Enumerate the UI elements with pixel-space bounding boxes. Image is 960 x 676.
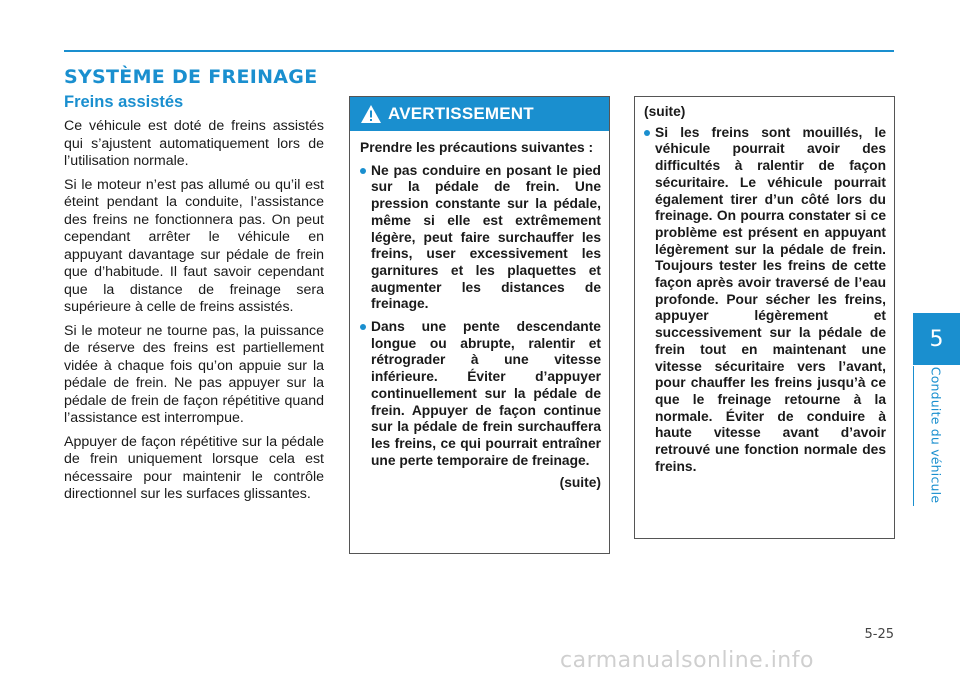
continuation-bullet bbox=[644, 125, 886, 476]
continuation-box bbox=[634, 96, 895, 539]
chapter-label: Conduite du véhicule bbox=[928, 366, 944, 504]
subheading: Freins assistés bbox=[64, 93, 184, 111]
warning-suite: (suite) bbox=[559, 475, 601, 491]
warning-bullet bbox=[360, 319, 601, 469]
warning-bullet-text: Dans une pente descendante longue ou abrupte, ralentir et rétrograder à une vitesse inférieure. Éviter d’appuyer continuellement sur la pédale de frein. Appuyer de façon continue sur la pédale de frein surchauffera les freins, ce qui pourrait entraîner une perte temporaire de freinage. bbox=[371, 319, 601, 468]
warning-body bbox=[350, 131, 609, 492]
warning-box bbox=[349, 96, 610, 554]
bullet-dot-icon bbox=[360, 324, 366, 330]
warning-label: AVERTISSEMENT bbox=[388, 104, 534, 123]
body-paragraph: Appuyer de façon répétitive sur la pédale de frein uniquement lorsque cela est nécessaire pour maintenir le contrôle directionnel sur les surfaces glissantes. bbox=[64, 433, 324, 502]
side-divider bbox=[913, 366, 914, 506]
body-paragraph: Si le moteur ne tourne pas, la puissance de réserve des freins est partiellement vidée à chaque fois qu’on appuie sur la pédale de frein. Ne pas appuyer sur la pédale de frein de façon répétitive quand l’assistance est interrompue. bbox=[64, 322, 324, 426]
body-text-column bbox=[64, 118, 324, 510]
top-rule bbox=[64, 50, 894, 52]
section-title: SYSTÈME DE FREINAGE bbox=[64, 66, 318, 88]
page-number: 5-25 bbox=[864, 627, 894, 642]
continuation-bullet-text: Si les freins sont mouillés, le véhicule pourrait avoir des difficultés à ralentir de façon sécuritaire. Le véhicule pourrait également tirer d’un côté lors du freinage. On pourra constater si ce problème est présent en appuyant légèrement sur la pédale de frein. Toujours tester les freins de cette façon après avoir traversé de l’eau profonde. Pour sécher les freins, appuyer légèrement et successivement sur la pédale de frein tout en maintenant une vitesse sécuritaire vers l’avant, pour chauffer les freins jusqu’à ce que le freinage retourne à la normale. Éviter de conduire à haute vitesse avant d’avoir retrouvé une fonction normale des freins. bbox=[655, 124, 886, 474]
warning-triangle-icon bbox=[360, 104, 382, 124]
warning-bullet-text: Ne pas conduire en posant le pied sur la pédale de frein. Une pression constante sur la pédale, même si elle est extrêmement légère, peut faire surchauffer les freins, user excessivement les garnitures et les plaquettes et augmenter les distances de freinage. bbox=[371, 162, 601, 312]
watermark: carmanualsonline.info bbox=[560, 648, 814, 673]
bullet-dot-icon bbox=[644, 130, 650, 136]
body-paragraph: Si le moteur n’est pas allumé ou qu’il est éteint pendant la conduite, l’assistance des freins ne fonctionnera pas. On peut cependant arrêter le véhicule en appuyant davantage sur pédale de frein que d’habitude. Il faut savoir cependant que la distance de freinage sera supérieure à celle de freins assistés. bbox=[64, 176, 324, 315]
warning-bullet bbox=[360, 163, 601, 313]
continuation-header: (suite) bbox=[644, 104, 686, 119]
chapter-tab: 5 bbox=[913, 313, 960, 365]
bullet-dot-icon bbox=[360, 168, 366, 174]
body-paragraph: Ce véhicule est doté de freins assistés qui s’ajustent automatiquement lors de l’utilisation normale. bbox=[64, 118, 324, 169]
warning-intro: Prendre les précautions suivantes : bbox=[360, 140, 594, 155]
warning-header bbox=[350, 97, 609, 131]
